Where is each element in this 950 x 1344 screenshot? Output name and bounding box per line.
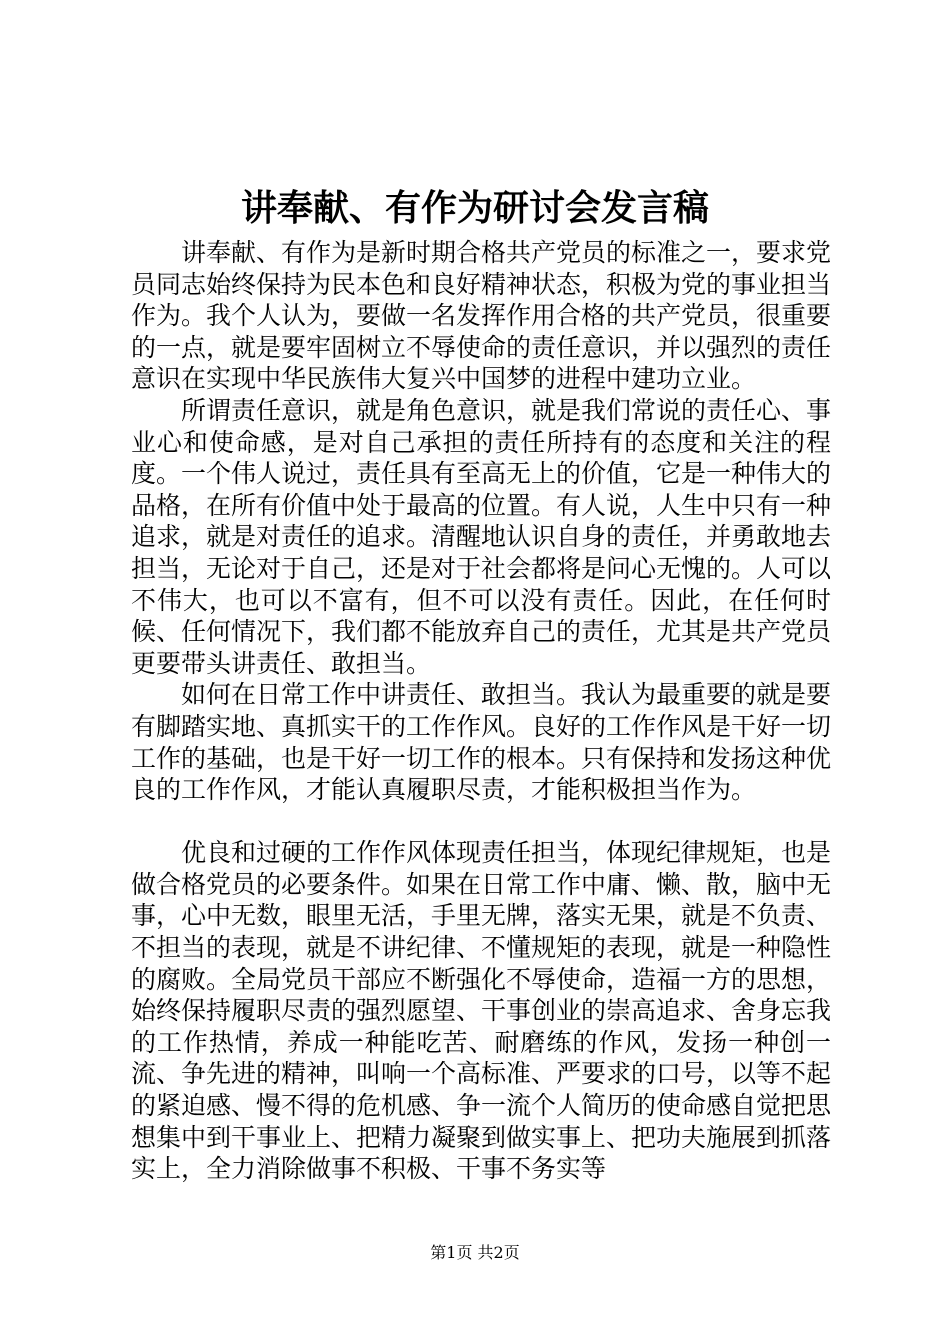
paragraph-2: 所谓责任意识，就是角色意识，就是我们常说的责任心、事业心和使命感，是对自己承担的责任所持有的态度和关注的程度。一个伟人说过，责任具有至高无上的价值，它是一种伟大的品格，在所有价值中处于最高的位置。有人说，人生中只有一种追求，就是对责任的追求。清醒地认识自身的责任，并勇敢地去担当，无论对于自己，还是对于社会都将是问心无愧的。人可以不伟大，也可以不富有，但不可以没有责任。因此，在任何时候、任何情况下，我们都不能放弃自己的责任，尤其是共产党员更要带头讲责任、敢担当。 [131, 395, 832, 678]
document-body [131, 237, 831, 1185]
paragraph-spacer [131, 806, 831, 838]
page-footer: 第1页 共2页 [430, 1243, 520, 1262]
paragraph-1: 讲奉献、有作为是新时期合格共产党员的标准之一，要求党员同志始终保持为民本色和良好精神状态，积极为党的事业担当作为。我个人认为，要做一名发挥作用合格的共产党员，很重要的一点，就是要牢固树立不辱使命的责任意识，并以强烈的责任意识在实现中华民族伟大复兴中国梦的进程中建功立业。 [131, 238, 832, 394]
paragraph-4: 优良和过硬的工作作风体现责任担当，体现纪律规矩，也是做合格党员的必要条件。如果在日常工作中庸、懒、散，脑中无事，心中无数，眼里无活，手里无牌，落实无果，就是不负责、不担当的表现，就是不讲纪律、不懂规矩的表现，就是一种隐性的腐败。全局党员干部应不断强化不辱使命，造福一方的思想，始终保持履职尽责的强烈愿望、干事创业的崇高追求、舍身忘我的工作热情，养成一种能吃苦、耐磨练的作风，发扬一种创一流、争先进的精神，叫响一个高标准、严要求的口号，以等不起的紧迫感、慢不得的危机感、争一流个人简历的使命感自觉把思想集中到干事业上、把精力凝聚到做实事上、把功夫施展到抓落实上，全力消除做事不积极、干事不务实等 [131, 838, 832, 1184]
document-title: 讲奉献、有作为研讨会发言稿 [240, 187, 709, 229]
paragraph-3: 如何在日常工作中讲责任、敢担当。我认为最重要的就是要有脚踏实地、真抓实干的工作作风。良好的工作作风是干好一切工作的基础，也是干好一切工作的根本。只有保持和发扬这种优良的工作作风，才能认真履职尽责，才能积极担当作为。 [131, 680, 832, 805]
